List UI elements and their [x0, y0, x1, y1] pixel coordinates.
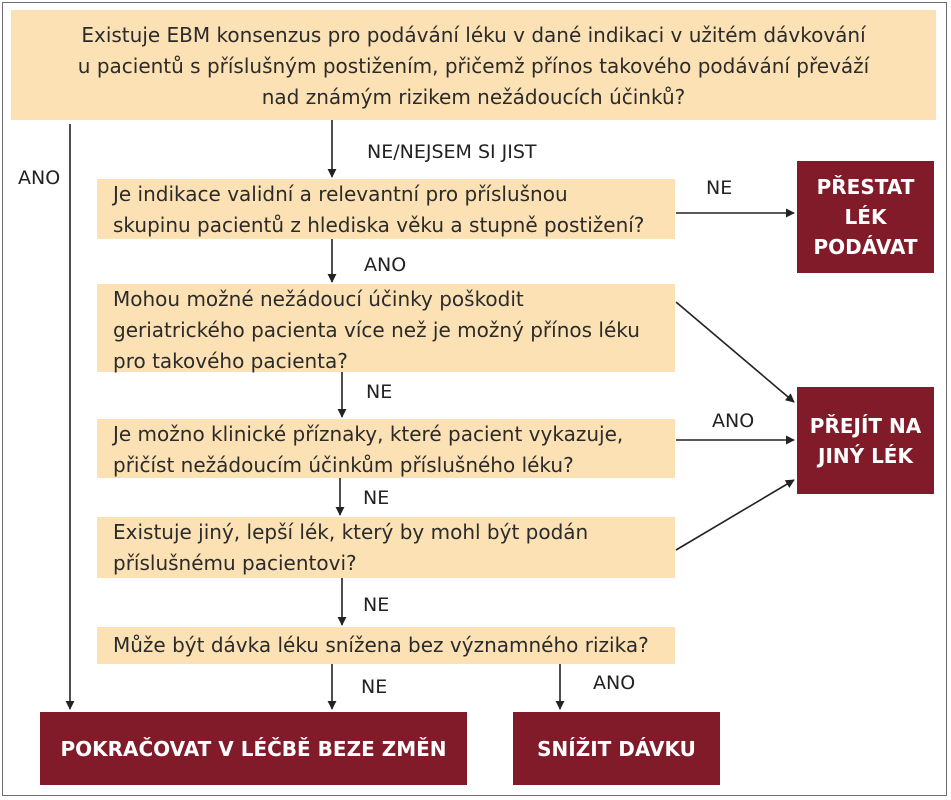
arrow-q4-to-switch [676, 480, 794, 550]
question-line: skupinu pacientů z hlediska věku a stupně postižení? [113, 213, 645, 237]
question-line: přičíst nežádoucím účinkům příslušného léku? [113, 453, 574, 477]
question-main-line: u pacientů s příslušným postižením, přičemž přínos takového podávání převáží [77, 54, 870, 78]
label-ne-q2: NE [366, 381, 393, 403]
question-line: příslušnému pacientovi? [113, 551, 357, 575]
question-adverse-effects-box [97, 284, 675, 372]
question-line: Mohou možné nežádoucí účinky poškodit [113, 287, 524, 311]
question-line: Je indikace validní a relevantní pro příslušnou [113, 182, 568, 206]
question-line: Existuje jiný, lepší lék, který by mohl být podán [113, 520, 589, 544]
label-ne-q5: NE [361, 676, 388, 698]
question-line: geriatrického pacienta více než je možný přínos léku [113, 318, 640, 342]
label-ano-q3: ANO [712, 410, 755, 432]
question-line: Je možno klinické příznaky, které pacient vykazuje, [113, 422, 624, 446]
question-main-box [11, 10, 936, 120]
result-switch-drug [797, 387, 934, 494]
label-ne-unsure: NE/NEJSEM SI JIST [367, 141, 537, 163]
result-line: SNÍŽIT DÁVKU [537, 736, 696, 761]
question-better-drug-box [97, 517, 675, 578]
label-ano-left: ANO [18, 167, 61, 189]
question-dose-reduction-box [97, 627, 675, 664]
result-reduce-dose [513, 712, 720, 785]
result-line: PŘESTAT [816, 175, 915, 199]
result-stop-drug [797, 161, 934, 273]
result-line: POKRAČOVAT V LÉČBĚ BEZE ZMĚN [60, 736, 447, 761]
question-line: pro takového pacienta? [113, 349, 348, 373]
question-line: Může být dávka léku snížena bez významného rizika? [113, 633, 649, 657]
result-line: LÉK [844, 205, 887, 229]
arrow-q2-to-switch [676, 302, 794, 402]
question-symptoms-box [97, 419, 675, 478]
result-line: PŘEJÍT NA [809, 413, 922, 438]
label-ne-q4: NE [363, 594, 390, 616]
result-line: JINÝ LÉK [818, 443, 913, 468]
label-ne-q3: NE [363, 487, 390, 509]
label-ano-q1: ANO [364, 254, 407, 276]
label-ano-q5: ANO [593, 672, 636, 694]
question-main-line: Existuje EBM konsenzus pro podávání léku v dané indikaci v užitém dávkování [81, 23, 866, 47]
result-line: PODÁVAT [813, 235, 918, 259]
question-indication-box [97, 179, 675, 239]
result-continue-treatment [40, 712, 467, 785]
label-ne-q1: NE [706, 177, 733, 199]
question-main-line: nad známým rizikem nežádoucích účinků? [261, 85, 686, 109]
